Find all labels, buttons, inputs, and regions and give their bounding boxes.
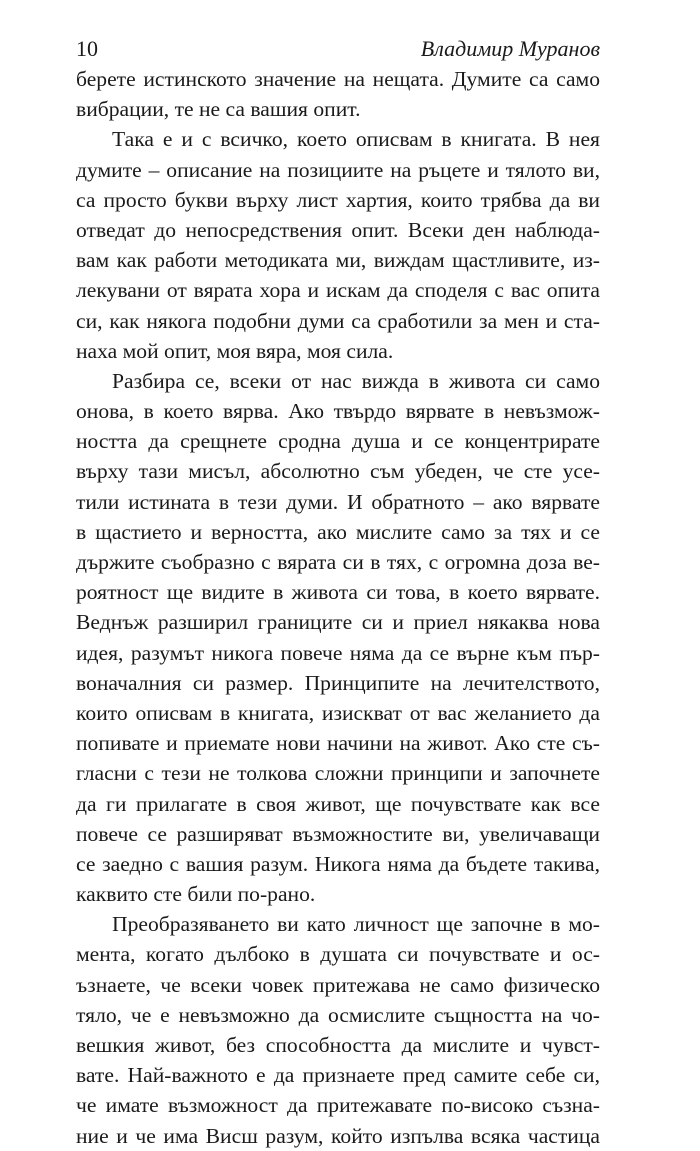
text-line: берете истинското значение на нещата. Думите са само (76, 67, 600, 91)
text-line: наха мой опит, моя вяра, моя сила. (76, 338, 394, 363)
text-line: ността да срещнете сродна душа и се концентрирате (76, 429, 600, 454)
text-line: лекувани от вярата хора и искам да споделя с вас опита (76, 278, 600, 303)
running-header (76, 34, 600, 64)
text-line: че имате възможност да притежавате по-високо съзна- (76, 1093, 600, 1118)
text-line: мента, когато дълбоко в душата си почувствате и ос- (76, 942, 600, 967)
text-line: които описвам в книгата, изискват от вас желанието да (76, 700, 600, 725)
page-number: 10 (76, 36, 98, 61)
text-line: вам как работи методиката ми, виждам щастливите, из- (76, 248, 600, 273)
text-line: се заедно с вашия разум. Никога няма да бъдете такива, (76, 851, 600, 876)
text-line: идея, разумът никога повече няма да се върне към пър- (76, 640, 600, 665)
text-line: си, как някога подобни думи са сработили за мен и ста- (76, 308, 600, 333)
text-line: гласни с тези не толкова сложни принципи и започнете (76, 761, 600, 786)
text-line: Така е и с всичко, което описвам в книгата. В нея (112, 127, 600, 152)
text-line: са просто букви върху лист хартия, които трябва да ви (76, 187, 600, 212)
text-line: Веднъж разширил границите си и приел някаква нова (76, 610, 600, 635)
text-line: тили истината в тези думи. И обратното – ако вярвате (76, 489, 600, 514)
text-line: каквито сте били по-рано. (76, 882, 316, 907)
book-page (76, 34, 600, 1151)
text-line: роятност ще видите в живота си това, в което вярвате. (76, 580, 600, 605)
text-line: воначалния си размер. Принципите на лечителството, (76, 670, 600, 695)
text-line: онова, в което вярва. Ако твърдо вярвате в невъзмож- (76, 399, 600, 424)
text-line: държите съобразно с вярата си в тях, с огромна доза ве- (76, 550, 600, 574)
author-name: Владимир Муранов (420, 36, 600, 61)
text-line: да ги прилагате в своя живот, ще почувствате как все (76, 791, 600, 816)
text-line: в щастието и верността, ако мислите само за тях и се (76, 519, 600, 544)
body-text (76, 64, 600, 1151)
text-line: тяло, че е невъзможно да осмислите същността на чо- (76, 1002, 600, 1027)
text-line: ъзнаете, че всеки човек притежава не само физическо (76, 972, 600, 997)
text-line: Преобразяването ви като личност ще започне в мо- (112, 912, 600, 937)
text-line: повече се разширяват възможностите ви, увеличаващи (76, 821, 600, 846)
text-line: ние и че има Висш разум, който изпълва всяка частица (76, 1123, 600, 1148)
text-line: вате. Най-важното е да признаете пред самите себе си, (76, 1063, 600, 1088)
text-line: думите – описание на позициите на ръцете и тялото ви, (76, 157, 600, 182)
text-line: попивате и приемате нови начини на живот. Ако сте съ- (76, 731, 600, 756)
text-line: вешкия живот, без способността да мислите и чувст- (76, 1033, 600, 1057)
text-line: върху тази мисъл, абсолютно съм убеден, че сте усе- (76, 459, 600, 484)
text-line: отведат до непосредствения опит. Всеки ден наблюда- (76, 217, 600, 242)
text-line: Разбира се, всеки от нас вижда в живота си само (112, 368, 600, 393)
text-line: вибрации, те не са вашия опит. (76, 97, 361, 122)
